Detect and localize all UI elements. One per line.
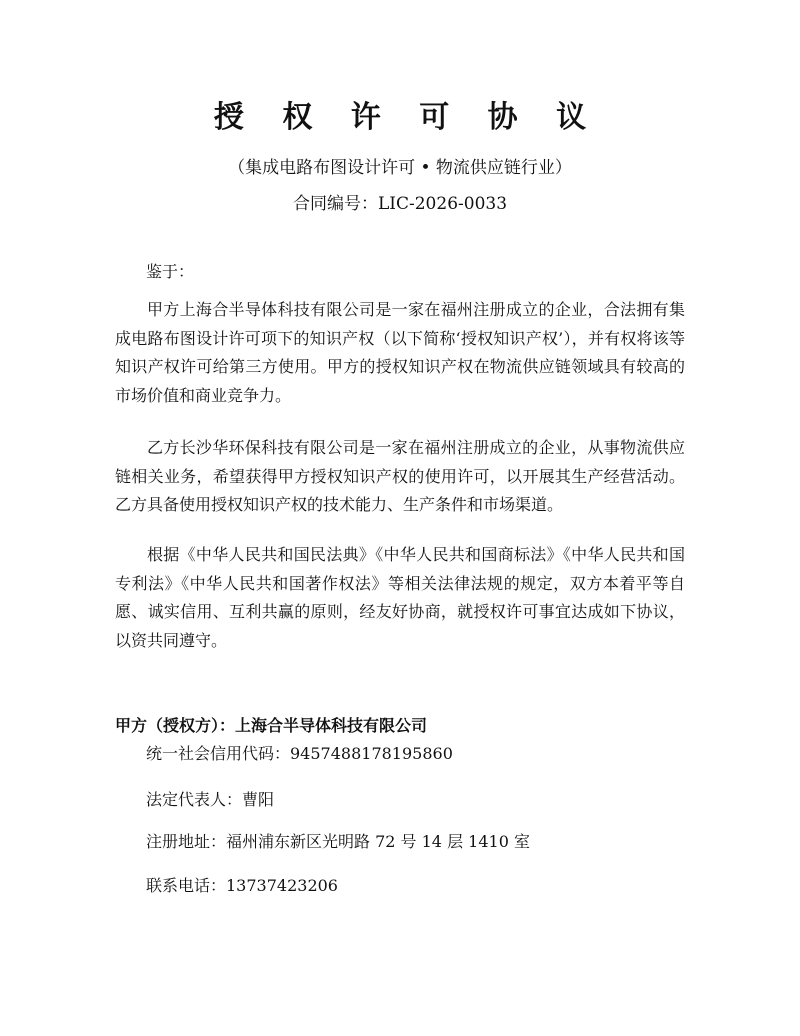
- paragraph-party-b-intro: 乙方长沙华环保科技有限公司是一家在福州注册成立的企业，从事物流供应链相关业务，希望获得甲方授权知识产权的使用许可，以开展其生产经营活动。乙方具备使用授权知识产权的技术能力、生产条件和市场渠道。: [115, 438, 685, 514]
- paragraph-legal-basis: 根据《中华人民共和国民法典》《中华人民共和国商标法》《中华人民共和国专利法》《中华人民共和国著作权法》等相关法律法规的规定，双方本着平等自愿、诚实信用、互利共赢的原则，经友好协商，就授权许可事宜达成如下协议，以资共同遵守。: [115, 545, 685, 650]
- contract-number: 合同编号：LIC-2026-0033: [292, 194, 508, 214]
- party-a-phone: 联系电话：13737423206: [146, 876, 338, 895]
- party-a-legal-rep: 法定代表人：曹阳: [146, 790, 275, 809]
- party-a-address: 注册地址：福州浦东新区光明路 72 号 14 层 1410 室: [146, 832, 530, 851]
- paragraph-party-a-intro: 甲方上海合半导体科技有限公司是一家在福州注册成立的企业，合法拥有集成电路布图设计许可项下的知识产权（以下简称‘授权知识产权’），并有权将该等知识产权许可给第三方使用。甲方的授权知识产权在物流供应链领域具有较高的市场价值和商业竞争力。: [115, 300, 685, 405]
- party-a-credit-code: 统一社会信用代码：9457488178195860: [146, 744, 453, 763]
- document-subtitle: （集成电路布图设计许可 • 物流供应链行业）: [228, 158, 572, 178]
- party-a-heading: 甲方（授权方）：上海合半导体科技有限公司: [115, 716, 428, 735]
- document-title: 授 权 许 可 协 议: [213, 100, 601, 135]
- preamble-label: 鉴于：: [146, 262, 195, 281]
